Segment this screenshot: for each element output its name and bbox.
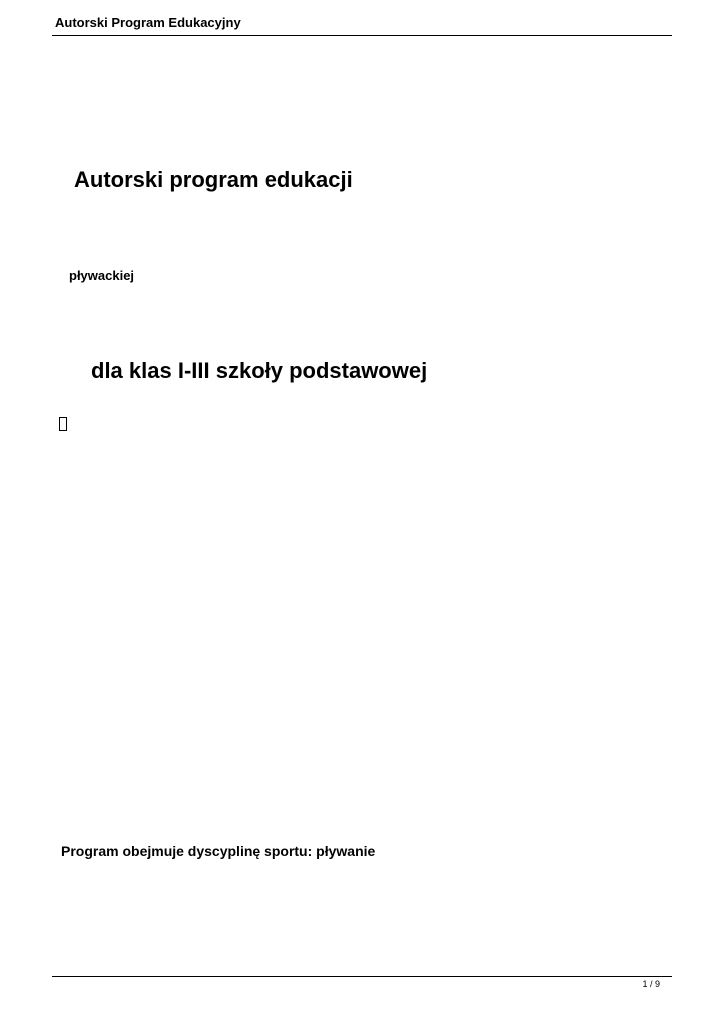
header-divider — [52, 35, 672, 36]
discipline-statement: Program obejmuje dyscyplinę sportu: pływanie — [61, 843, 376, 859]
document-title: Autorski program edukacji — [74, 167, 353, 192]
document-audience: dla klas I-III szkoły podstawowej — [91, 358, 428, 383]
missing-glyph-icon — [59, 417, 67, 431]
footer-divider — [52, 976, 672, 977]
running-header-title: Autorski Program Edukacyjny — [55, 15, 241, 30]
page-number: 1 / 9 — [642, 979, 660, 989]
document-subtitle: pływackiej — [69, 268, 135, 283]
